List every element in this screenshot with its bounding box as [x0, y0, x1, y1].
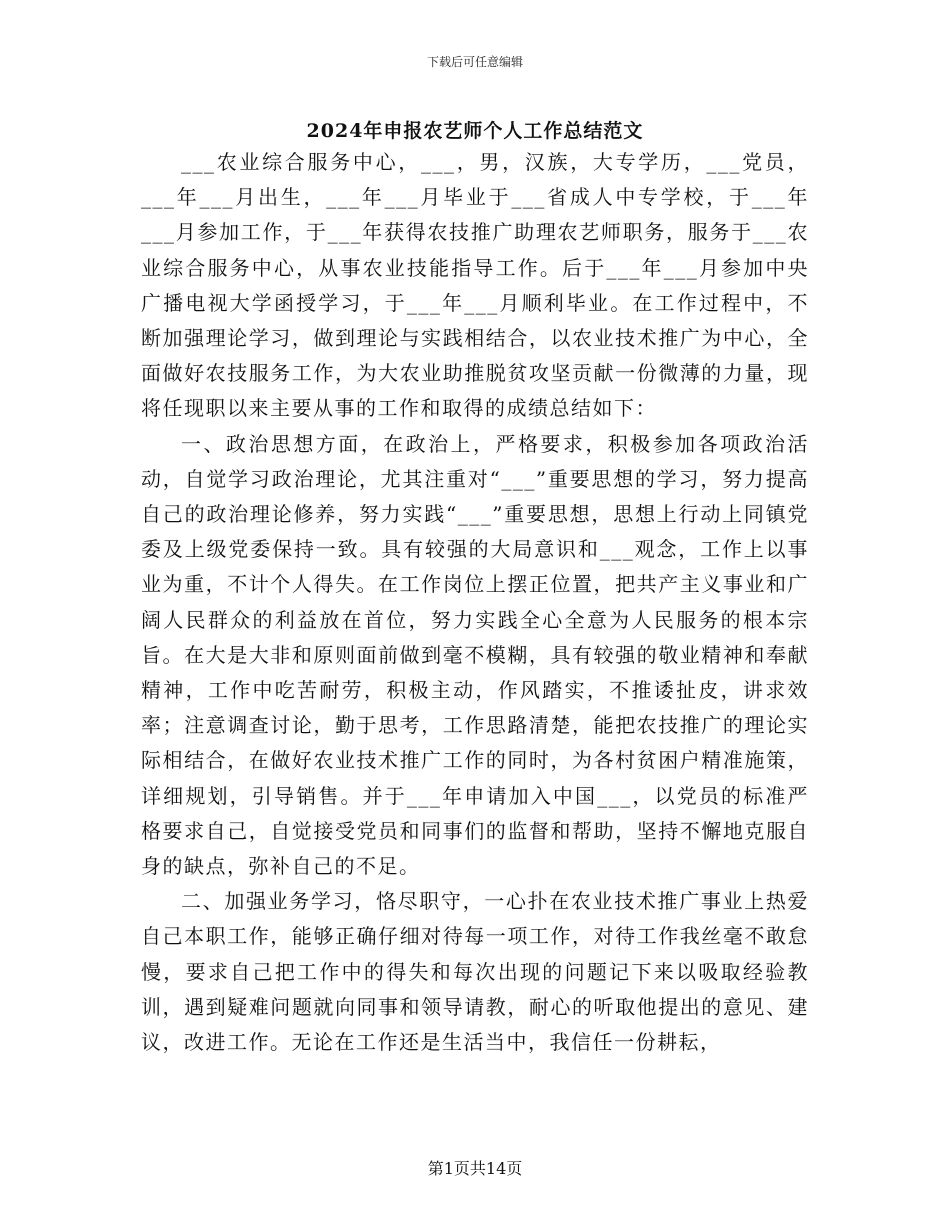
page-header-note: 下载后可任意编辑 [426, 55, 523, 69]
paragraph-intro: ___农业综合服务中心，___，男，汉族，大专学历，___党员，___年___月出生，___年___月毕业于___省成人中专学校，于___年___月参加工作，于___年获得农技推广助理农艺师职务，服务于___农业综合服务中心，从事农业技能指导工作。后于___年___月参加中央广播电视大学函授学习，于___年___月顺利毕业。在工作过程中，不断加强理论学习，做到理论与实践相结合，以农业技术推广为中心，全面做好农技服务工作，为大农业助推脱贫攻坚贡献一份微薄的力量，现将任现职以来主要从事的工作和取得的成绩总结如下： [141, 150, 809, 421]
document-body [141, 145, 809, 1060]
paragraph-professional: 二、加强业务学习，恪尽职守，一心扑在农业技术推广事业上热爱自己本职工作，能够正确仔细对待每一项工作，对待工作我丝毫不敢怠慢，要求自己把工作中的得失和每次出现的问题记下来以吸取经验教训，遇到疑难问题就向同事和领导请教，耐心的听取他提出的意见、建议，改进工作。无论在工作还是生活当中，我信任一份耕耘， [141, 889, 809, 1055]
document-title: 2024年申报农艺师个人工作总结范文 [306, 120, 644, 142]
paragraph-political: 一、政治思想方面，在政治上，严格要求，积极参加各项政治活动，自觉学习政治理论，尤其注重对“___”重要思想的学习，努力提高自己的政治理论修养，努力实践“___”重要思想，思想上行动上同镇党委及上级党委保持一致。具有较强的大局意识和___观念，工作上以事业为重，不计个人得失。在工作岗位上摆正位置，把共产主义事业和广阔人民群众的利益放在首位，努力实践全心全意为人民服务的根本宗旨。在大是大非和原则面前做到毫不模糊，具有较强的敬业精神和奉献精神，工作中吃苦耐劳，积极主动，作风踏实，不推诿扯皮，讲求效率；注意调查讨论，勤于思考，工作思路清楚，能把农技推广的理论实际相结合，在做好农业技术推广工作的同时，为各村贫困户精准施策，详细规划，引导销售。并于___年申请加入中国___，以党员的标准严格要求自己，自觉接受党员和同事们的监督和帮助，坚持不懈地克服自身的缺点，弥补自己的不足。 [141, 431, 809, 879]
page-number-footer: 第1页共14页 [427, 1159, 523, 1178]
